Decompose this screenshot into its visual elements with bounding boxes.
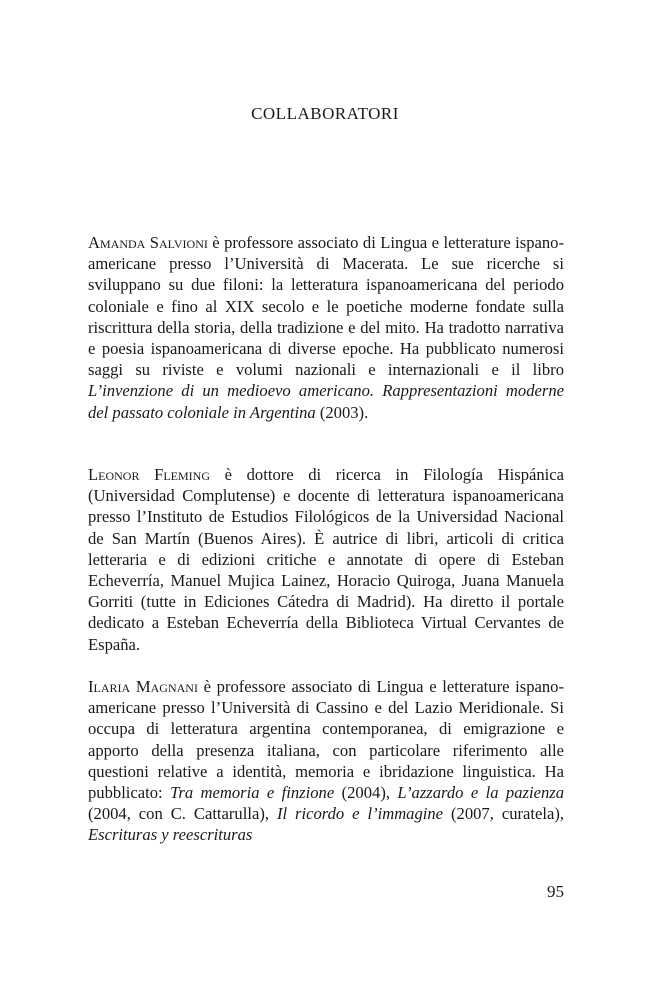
book-title: Il ricordo e l’immagine xyxy=(276,804,444,824)
bio-text: (2003). xyxy=(315,402,369,422)
bio-ilaria-magnani xyxy=(88,676,564,846)
bio-text: è professore associato di Lingua e letterature ispano-americane presso l’Università di Cassino e del Lazio Meridionale. Si occupa di letteratura argentina contemporanea, di emigrazione e apporto della presenza italiana, con particolare riferimento alle questioni relative a identità, memoria e ibridazione linguistica. Ha pubblicato: xyxy=(88,677,564,803)
bio-amanda-salvioni xyxy=(88,232,564,423)
page-title: COLLABORATORI xyxy=(251,104,399,123)
book-title: Escrituras y reescrituras xyxy=(88,825,253,845)
bio-text: (2004, con C. Cattarulla), xyxy=(88,804,277,824)
contributor-name: Ilaria Magnani xyxy=(88,677,198,696)
book-title: L’azzardo e la pazienza xyxy=(397,783,564,803)
bio-text: (2007, curatela), xyxy=(443,804,565,824)
book-title: Tra memoria e finzione xyxy=(170,783,335,803)
page-number: 95 xyxy=(547,882,564,901)
contributor-name: Amanda Salvioni xyxy=(88,233,208,252)
bio-leonor-fleming xyxy=(88,464,564,655)
book-title: L’invenzione di un medioevo americano. Rappresentazioni moderne del passato coloniale in Argentina xyxy=(88,381,564,422)
bio-text: (2004), xyxy=(334,783,398,803)
contributor-name: Leonor Fleming xyxy=(88,465,210,484)
bio-text: è dottore di ricerca in Filología Hispánica (Universidad Complutense) e docente di letteratura ispanoamericana presso l’Instituto de Estudios Filológicos de la Universidad Nacional de San Martín (Buenos Aires). È autrice di libri, articoli di critica letteraria e di edizioni critiche e annotate di opere di Esteban Echeverría, Manuel Mujica Lainez, Horacio Quiroga, Juana Manuela Gorriti (tutte in Ediciones Cátedra di Madrid). Ha diretto il portale dedicato a Esteban Echeverría della Biblioteca Virtual Cervantes de España. xyxy=(88,465,564,654)
bio-text: è professore associato di Lingua e letterature ispano-americane presso l’Università di Macerata. Le sue ricerche si sviluppano su due filoni: la letteratura ispanoamericana del periodo coloniale e fino al XIX secolo e le poetiche moderne fondate sulla riscrittura della storia, della tradizione e del mito. Ha tradotto narrativa e poesia ispanoamericana di diverse epoche. Ha pubblicato numerosi saggi su riviste e volumi nazionali e internazionali e il libro xyxy=(88,233,564,380)
